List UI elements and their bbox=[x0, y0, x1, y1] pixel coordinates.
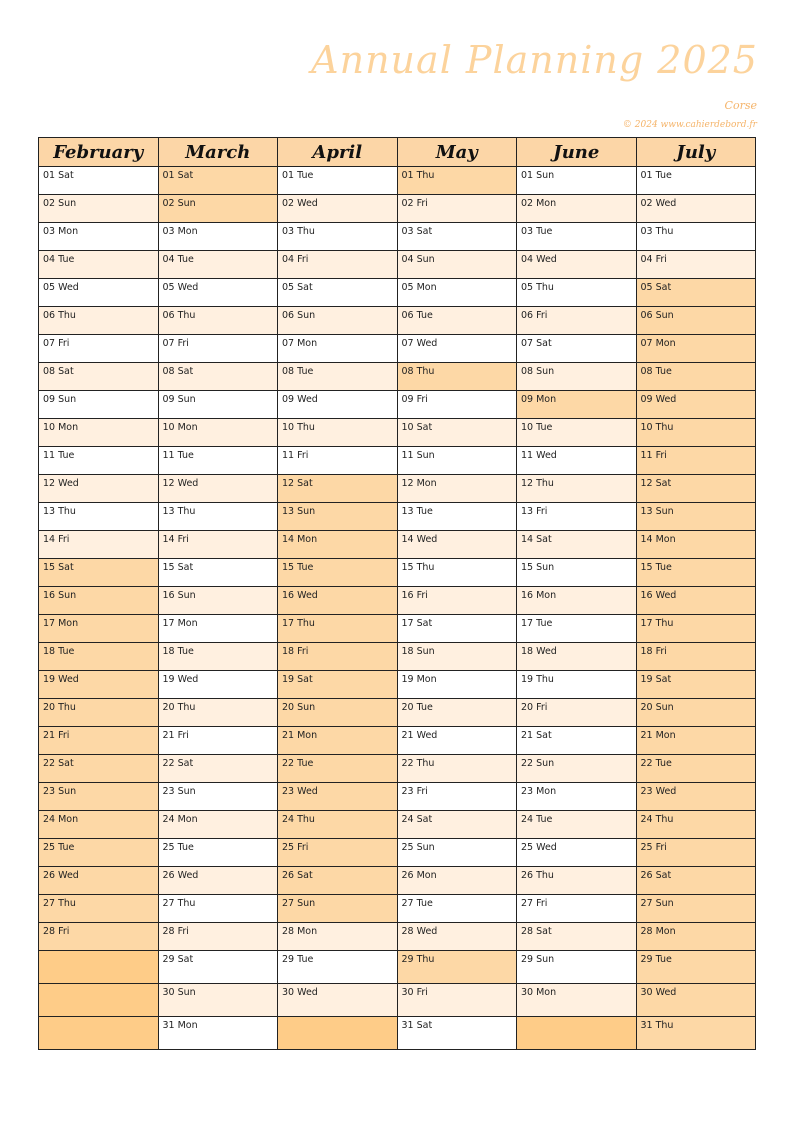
calendar-row bbox=[39, 951, 756, 984]
day-cell: 21 Mon bbox=[278, 727, 398, 755]
day-cell: 24 Thu bbox=[278, 811, 398, 839]
day-cell: 06 Thu bbox=[39, 307, 159, 335]
day-cell: 13 Thu bbox=[158, 503, 278, 531]
day-cell: 03 Thu bbox=[636, 223, 756, 251]
month-header-february: February bbox=[39, 138, 159, 167]
day-cell: 20 Fri bbox=[517, 699, 637, 727]
day-cell: 11 Tue bbox=[158, 447, 278, 475]
day-cell: 20 Sun bbox=[278, 699, 398, 727]
day-cell: 01 Tue bbox=[636, 167, 756, 195]
day-cell: 12 Wed bbox=[39, 475, 159, 503]
day-cell: 17 Mon bbox=[158, 615, 278, 643]
day-cell: 23 Sun bbox=[158, 783, 278, 811]
day-cell: 11 Tue bbox=[39, 447, 159, 475]
day-cell: 27 Sun bbox=[278, 895, 398, 923]
day-cell: 22 Tue bbox=[636, 755, 756, 783]
day-cell: 24 Mon bbox=[158, 811, 278, 839]
day-cell: 02 Mon bbox=[517, 195, 637, 223]
day-cell: 29 Tue bbox=[278, 951, 398, 984]
day-cell: 29 Sat bbox=[158, 951, 278, 984]
calendar-row bbox=[39, 279, 756, 307]
calendar-row bbox=[39, 531, 756, 559]
day-cell: 20 Tue bbox=[397, 699, 517, 727]
calendar-row bbox=[39, 307, 756, 335]
day-cell: 17 Tue bbox=[517, 615, 637, 643]
day-cell: 18 Tue bbox=[39, 643, 159, 671]
day-cell: 12 Mon bbox=[397, 475, 517, 503]
day-cell: 19 Wed bbox=[39, 671, 159, 699]
day-cell: 27 Fri bbox=[517, 895, 637, 923]
day-cell: 27 Tue bbox=[397, 895, 517, 923]
day-cell: 06 Sun bbox=[278, 307, 398, 335]
calendar-row bbox=[39, 615, 756, 643]
region-label: Corse bbox=[724, 99, 757, 112]
calendar-row bbox=[39, 867, 756, 895]
day-cell: 21 Fri bbox=[158, 727, 278, 755]
day-cell: 25 Fri bbox=[636, 839, 756, 867]
day-cell: 12 Wed bbox=[158, 475, 278, 503]
day-cell: 23 Wed bbox=[278, 783, 398, 811]
calendar-row bbox=[39, 587, 756, 615]
day-cell: 11 Fri bbox=[278, 447, 398, 475]
day-cell: 11 Fri bbox=[636, 447, 756, 475]
calendar-row bbox=[39, 363, 756, 391]
day-cell: 13 Tue bbox=[397, 503, 517, 531]
day-cell: 25 Tue bbox=[39, 839, 159, 867]
calendar-row bbox=[39, 335, 756, 363]
day-cell: 15 Sat bbox=[158, 559, 278, 587]
day-cell: 06 Thu bbox=[158, 307, 278, 335]
calendar-row bbox=[39, 419, 756, 447]
day-cell: 03 Sat bbox=[397, 223, 517, 251]
day-cell: 01 Sun bbox=[517, 167, 637, 195]
day-cell: 02 Wed bbox=[278, 195, 398, 223]
day-cell: 10 Thu bbox=[636, 419, 756, 447]
day-cell: 08 Sat bbox=[39, 363, 159, 391]
month-header-march: March bbox=[158, 138, 278, 167]
day-cell: 19 Wed bbox=[158, 671, 278, 699]
day-cell: 08 Sat bbox=[158, 363, 278, 391]
day-cell: 10 Tue bbox=[517, 419, 637, 447]
day-cell: 09 Sun bbox=[39, 391, 159, 419]
day-cell: 13 Thu bbox=[39, 503, 159, 531]
day-cell: 28 Mon bbox=[278, 923, 398, 951]
day-cell: 08 Tue bbox=[636, 363, 756, 391]
calendar-body bbox=[39, 167, 756, 1050]
day-cell: 27 Sun bbox=[636, 895, 756, 923]
calendar-row bbox=[39, 783, 756, 811]
day-cell: 09 Sun bbox=[158, 391, 278, 419]
day-cell: 17 Thu bbox=[278, 615, 398, 643]
calendar-row bbox=[39, 251, 756, 279]
calendar-row bbox=[39, 923, 756, 951]
day-cell: 03 Mon bbox=[39, 223, 159, 251]
day-cell: 11 Wed bbox=[517, 447, 637, 475]
day-cell: 25 Fri bbox=[278, 839, 398, 867]
day-cell: 10 Mon bbox=[39, 419, 159, 447]
day-cell: 29 Sun bbox=[517, 951, 637, 984]
day-cell: 16 Mon bbox=[517, 587, 637, 615]
day-cell: 26 Thu bbox=[517, 867, 637, 895]
day-cell: 01 Sat bbox=[39, 167, 159, 195]
calendar-row bbox=[39, 755, 756, 783]
calendar-table bbox=[38, 137, 756, 1050]
day-cell: 25 Sun bbox=[397, 839, 517, 867]
calendar-row bbox=[39, 475, 756, 503]
day-cell: 21 Wed bbox=[397, 727, 517, 755]
day-cell: 02 Sun bbox=[158, 195, 278, 223]
day-cell: 05 Mon bbox=[397, 279, 517, 307]
day-cell: 19 Mon bbox=[397, 671, 517, 699]
month-header-april: April bbox=[278, 138, 398, 167]
day-cell: 24 Mon bbox=[39, 811, 159, 839]
day-cell: 26 Mon bbox=[397, 867, 517, 895]
day-cell: 21 Sat bbox=[517, 727, 637, 755]
day-cell: 08 Tue bbox=[278, 363, 398, 391]
calendar-row bbox=[39, 559, 756, 587]
day-cell: 09 Mon bbox=[517, 391, 637, 419]
day-cell: 07 Fri bbox=[39, 335, 159, 363]
day-cell: 13 Sun bbox=[278, 503, 398, 531]
day-cell: 16 Sun bbox=[39, 587, 159, 615]
calendar-row bbox=[39, 643, 756, 671]
day-cell: 20 Thu bbox=[158, 699, 278, 727]
day-cell: 04 Tue bbox=[158, 251, 278, 279]
calendar-row bbox=[39, 223, 756, 251]
calendar-row bbox=[39, 727, 756, 755]
day-cell: 17 Mon bbox=[39, 615, 159, 643]
empty-day-cell bbox=[517, 1017, 637, 1050]
day-cell: 28 Sat bbox=[517, 923, 637, 951]
day-cell: 14 Fri bbox=[158, 531, 278, 559]
day-cell: 10 Mon bbox=[158, 419, 278, 447]
calendar-row bbox=[39, 167, 756, 195]
day-cell: 30 Wed bbox=[636, 984, 756, 1017]
day-cell: 18 Wed bbox=[517, 643, 637, 671]
day-cell: 07 Mon bbox=[636, 335, 756, 363]
empty-day-cell bbox=[39, 1017, 159, 1050]
day-cell: 08 Thu bbox=[397, 363, 517, 391]
day-cell: 04 Tue bbox=[39, 251, 159, 279]
day-cell: 23 Sun bbox=[39, 783, 159, 811]
day-cell: 07 Wed bbox=[397, 335, 517, 363]
day-cell: 24 Sat bbox=[397, 811, 517, 839]
empty-day-cell bbox=[39, 951, 159, 984]
day-cell: 10 Sat bbox=[397, 419, 517, 447]
day-cell: 04 Sun bbox=[397, 251, 517, 279]
calendar-row bbox=[39, 699, 756, 727]
day-cell: 15 Sat bbox=[39, 559, 159, 587]
day-cell: 25 Tue bbox=[158, 839, 278, 867]
calendar-row bbox=[39, 503, 756, 531]
day-cell: 23 Wed bbox=[636, 783, 756, 811]
day-cell: 24 Thu bbox=[636, 811, 756, 839]
day-cell: 21 Fri bbox=[39, 727, 159, 755]
day-cell: 18 Fri bbox=[636, 643, 756, 671]
day-cell: 19 Sat bbox=[278, 671, 398, 699]
day-cell: 20 Thu bbox=[39, 699, 159, 727]
day-cell: 05 Wed bbox=[39, 279, 159, 307]
day-cell: 26 Sat bbox=[278, 867, 398, 895]
day-cell: 23 Mon bbox=[517, 783, 637, 811]
day-cell: 25 Wed bbox=[517, 839, 637, 867]
day-cell: 15 Tue bbox=[636, 559, 756, 587]
day-cell: 18 Sun bbox=[397, 643, 517, 671]
day-cell: 15 Sun bbox=[517, 559, 637, 587]
day-cell: 22 Thu bbox=[397, 755, 517, 783]
day-cell: 02 Sun bbox=[39, 195, 159, 223]
month-header-july: July bbox=[636, 138, 756, 167]
day-cell: 05 Wed bbox=[158, 279, 278, 307]
day-cell: 07 Fri bbox=[158, 335, 278, 363]
day-cell: 18 Tue bbox=[158, 643, 278, 671]
day-cell: 03 Thu bbox=[278, 223, 398, 251]
day-cell: 28 Fri bbox=[158, 923, 278, 951]
day-cell: 04 Fri bbox=[278, 251, 398, 279]
day-cell: 24 Tue bbox=[517, 811, 637, 839]
day-cell: 31 Thu bbox=[636, 1017, 756, 1050]
day-cell: 12 Sat bbox=[278, 475, 398, 503]
day-cell: 27 Thu bbox=[158, 895, 278, 923]
day-cell: 07 Sat bbox=[517, 335, 637, 363]
month-header-june: June bbox=[517, 138, 637, 167]
day-cell: 22 Tue bbox=[278, 755, 398, 783]
month-header-row bbox=[39, 138, 756, 167]
calendar-row bbox=[39, 391, 756, 419]
empty-day-cell bbox=[39, 984, 159, 1017]
day-cell: 14 Wed bbox=[397, 531, 517, 559]
day-cell: 27 Thu bbox=[39, 895, 159, 923]
empty-day-cell bbox=[278, 1017, 398, 1050]
day-cell: 01 Sat bbox=[158, 167, 278, 195]
calendar-row bbox=[39, 1017, 756, 1050]
day-cell: 31 Mon bbox=[158, 1017, 278, 1050]
day-cell: 09 Fri bbox=[397, 391, 517, 419]
day-cell: 28 Mon bbox=[636, 923, 756, 951]
day-cell: 06 Sun bbox=[636, 307, 756, 335]
day-cell: 15 Thu bbox=[397, 559, 517, 587]
day-cell: 16 Fri bbox=[397, 587, 517, 615]
day-cell: 26 Wed bbox=[39, 867, 159, 895]
day-cell: 13 Sun bbox=[636, 503, 756, 531]
day-cell: 22 Sat bbox=[158, 755, 278, 783]
day-cell: 07 Mon bbox=[278, 335, 398, 363]
day-cell: 12 Thu bbox=[517, 475, 637, 503]
day-cell: 06 Tue bbox=[397, 307, 517, 335]
day-cell: 15 Tue bbox=[278, 559, 398, 587]
day-cell: 14 Mon bbox=[636, 531, 756, 559]
day-cell: 03 Tue bbox=[517, 223, 637, 251]
day-cell: 20 Sun bbox=[636, 699, 756, 727]
day-cell: 19 Thu bbox=[517, 671, 637, 699]
day-cell: 14 Mon bbox=[278, 531, 398, 559]
calendar-row bbox=[39, 839, 756, 867]
day-cell: 02 Wed bbox=[636, 195, 756, 223]
day-cell: 09 Wed bbox=[278, 391, 398, 419]
day-cell: 04 Fri bbox=[636, 251, 756, 279]
page-title: Annual Planning 2025 bbox=[311, 38, 758, 82]
day-cell: 21 Mon bbox=[636, 727, 756, 755]
day-cell: 05 Sat bbox=[636, 279, 756, 307]
day-cell: 28 Wed bbox=[397, 923, 517, 951]
day-cell: 22 Sun bbox=[517, 755, 637, 783]
day-cell: 01 Tue bbox=[278, 167, 398, 195]
day-cell: 16 Wed bbox=[278, 587, 398, 615]
day-cell: 23 Fri bbox=[397, 783, 517, 811]
day-cell: 09 Wed bbox=[636, 391, 756, 419]
day-cell: 02 Fri bbox=[397, 195, 517, 223]
day-cell: 08 Sun bbox=[517, 363, 637, 391]
day-cell: 29 Thu bbox=[397, 951, 517, 984]
day-cell: 17 Thu bbox=[636, 615, 756, 643]
day-cell: 19 Sat bbox=[636, 671, 756, 699]
day-cell: 13 Fri bbox=[517, 503, 637, 531]
day-cell: 29 Tue bbox=[636, 951, 756, 984]
day-cell: 12 Sat bbox=[636, 475, 756, 503]
calendar-row bbox=[39, 811, 756, 839]
day-cell: 05 Sat bbox=[278, 279, 398, 307]
day-cell: 16 Sun bbox=[158, 587, 278, 615]
day-cell: 30 Wed bbox=[278, 984, 398, 1017]
day-cell: 14 Sat bbox=[517, 531, 637, 559]
calendar-row bbox=[39, 671, 756, 699]
day-cell: 05 Thu bbox=[517, 279, 637, 307]
day-cell: 16 Wed bbox=[636, 587, 756, 615]
day-cell: 31 Sat bbox=[397, 1017, 517, 1050]
calendar-row bbox=[39, 984, 756, 1017]
day-cell: 18 Fri bbox=[278, 643, 398, 671]
calendar-row bbox=[39, 195, 756, 223]
day-cell: 03 Mon bbox=[158, 223, 278, 251]
day-cell: 11 Sun bbox=[397, 447, 517, 475]
day-cell: 26 Sat bbox=[636, 867, 756, 895]
day-cell: 04 Wed bbox=[517, 251, 637, 279]
day-cell: 30 Mon bbox=[517, 984, 637, 1017]
calendar-row bbox=[39, 447, 756, 475]
month-header-may: May bbox=[397, 138, 517, 167]
day-cell: 28 Fri bbox=[39, 923, 159, 951]
copyright-notice: © 2024 www.cahierdebord.fr bbox=[622, 120, 757, 130]
day-cell: 30 Sun bbox=[158, 984, 278, 1017]
day-cell: 10 Thu bbox=[278, 419, 398, 447]
day-cell: 17 Sat bbox=[397, 615, 517, 643]
calendar-row bbox=[39, 895, 756, 923]
day-cell: 26 Wed bbox=[158, 867, 278, 895]
day-cell: 14 Fri bbox=[39, 531, 159, 559]
day-cell: 30 Fri bbox=[397, 984, 517, 1017]
day-cell: 01 Thu bbox=[397, 167, 517, 195]
day-cell: 06 Fri bbox=[517, 307, 637, 335]
day-cell: 22 Sat bbox=[39, 755, 159, 783]
